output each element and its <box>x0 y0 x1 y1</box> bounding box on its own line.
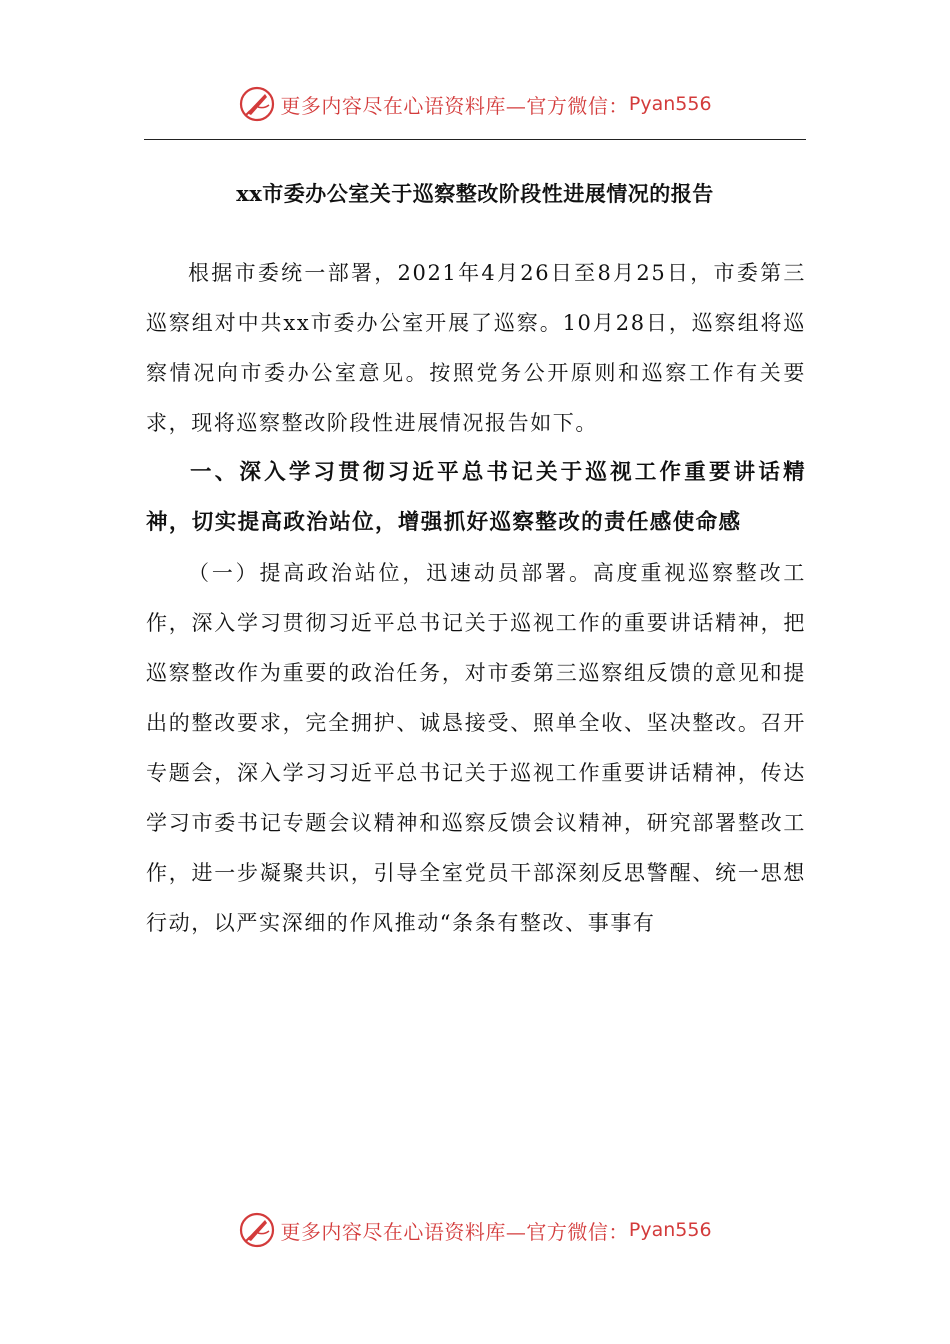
watermark-text: 更多内容尽在心语资料库—官方微信： <box>280 1219 629 1244</box>
header-watermark <box>0 84 950 124</box>
footer-watermark <box>0 1210 950 1250</box>
subsection-paragraph: （一）提高政治站位，迅速动员部署。高度重视巡察整改工作，深入学习贯彻习近平总书记关于巡视工作的重要讲话精神，把巡察整改作为重要的政治任务，对市委第三巡察组反馈的意见和提出的整改要求，完全拥护、诚恳接受、照单全收、坚决整改。召开专题会，深入学习习近平总书记关于巡视工作重要讲话精神，传达学习市委书记专题会议精神和巡察反馈会议精神，研究部署整改工作，进一步凝聚共识，引导全室党员干部深刻反思警醒、统一思想行动，以严实深细的作风推动“条条有整改、事事有 <box>146 561 806 935</box>
document-title: xx市委办公室关于巡察整改阶段性进展情况的报告 <box>236 181 714 206</box>
watermark-wechat-id: Pyan556 <box>628 1219 712 1241</box>
quill-logo-icon <box>238 85 276 123</box>
document-body <box>146 248 806 948</box>
watermark-text: 更多内容尽在心语资料库—官方微信： <box>280 93 629 118</box>
quill-logo-icon <box>238 1211 276 1249</box>
watermark-wechat-id: Pyan556 <box>628 93 712 115</box>
header-divider <box>144 139 806 140</box>
section-heading: 一、深入学习贯彻习近平总书记关于巡视工作重要讲话精神，切实提高政治站位，增强抓好巡察整改的责任感使命感 <box>146 460 806 535</box>
intro-paragraph: 根据市委统一部署，2021年4月26日至8月25日，市委第三巡察组对中共xx市委办公室开展了巡察。10月28日，巡察组将巡察情况向市委办公室意见。按照党务公开原则和巡察工作有关要求，现将巡察整改阶段性进展情况报告如下。 <box>146 261 806 435</box>
